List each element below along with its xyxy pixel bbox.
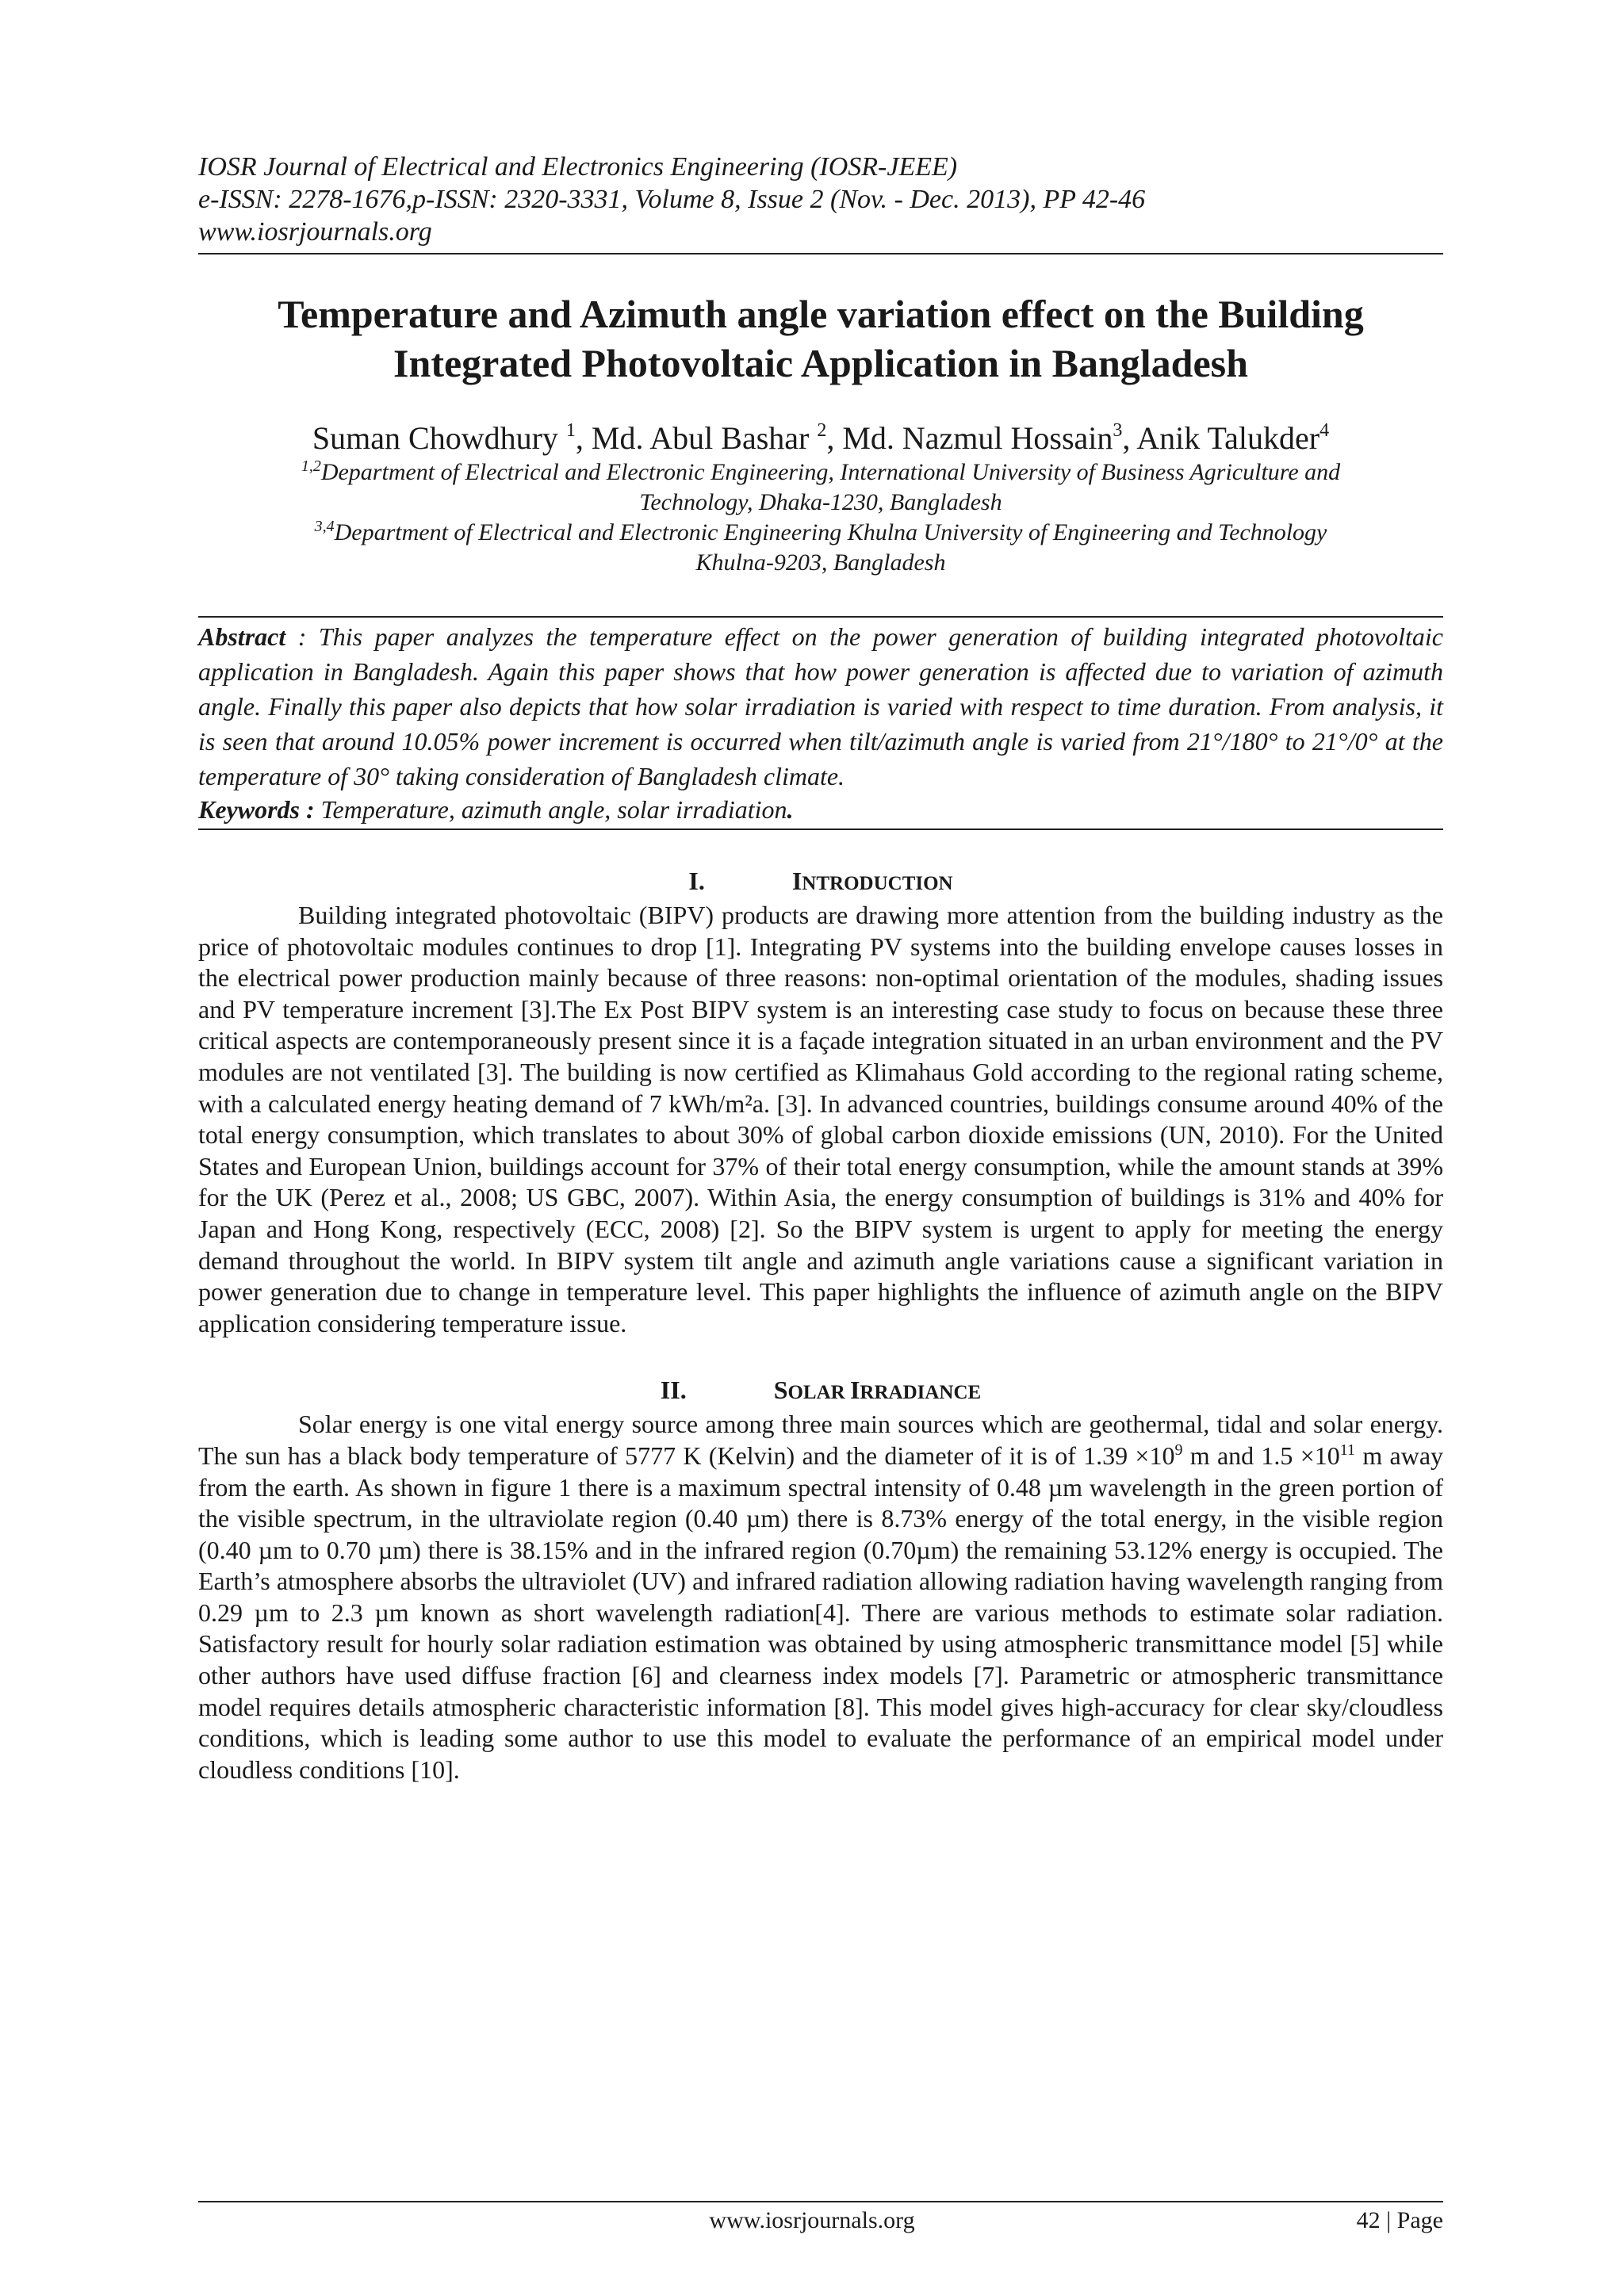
affiliation-line — [198, 457, 1443, 488]
section-heading-solar-irradiance — [198, 1374, 1443, 1409]
keywords — [198, 794, 1443, 825]
title-line: Temperature and Azimuth angle variation effect on the Building — [278, 292, 1364, 336]
section-title-initial: I — [849, 1376, 860, 1405]
author-list — [198, 419, 1443, 457]
affiliation-text: Department of Electrical and Electronic Engineering Khulna University of Engineering and Technology — [334, 519, 1327, 545]
section-number: I. — [688, 867, 705, 895]
section-title-rest: NTRODUCTION — [802, 873, 953, 894]
author-sup: 2 — [817, 420, 827, 441]
section-heading-introduction — [198, 865, 1443, 900]
exponent: 9 — [1174, 1441, 1183, 1459]
affiliation-line — [198, 518, 1443, 548]
header-divider — [198, 253, 1443, 254]
author-name: , Md. Nazmul Hossain — [826, 420, 1113, 456]
paragraph-text: m away from the earth. As shown in figure 1 there is a maximum spectral intensity of 0.48 µm wavelength in the green portion of the visible spectrum, in the ultraviolate region (0.40 µm) there is 8.73% energy of the total energy, in the visible region (0.40 µm to 0.70 µm) there is 38.15% and in the infrared region (0.70µm) the remaining 53.12% energy is occupied. The Earth’s atmosphere absorbs the ultraviolet (UV) and infrared radiation allowing radiation having wavelength ranging from 0.29 µm to 2.3 µm known as short wavelength radiation[4]. There are various methods to estimate solar radiation. Satisfactory result for hourly solar radiation estimation was obtained by using atmospheric transmittance model [5] while other authors have used diffuse fraction [6] and clearness index models [7]. Parametric or atmospheric transmittance model requires details atmospheric characteristic information [8]. This model gives high-accuracy for clear sky/cloudless conditions, which is leading some author to use this model to evaluate the performance of an empirical model under cloudless conditions [10]. — [198, 1441, 1444, 1784]
journal-name: IOSR Journal of Electrical and Electronics Engineering (IOSR-JEEE) — [198, 152, 958, 182]
author-name: , Md. Abul Bashar — [575, 420, 818, 456]
paper-title — [198, 289, 1443, 388]
author-name: Suman Chowdhury — [312, 420, 566, 456]
solar-irradiance-paragraph — [198, 1409, 1443, 1785]
section-number: II. — [660, 1376, 687, 1405]
page-number: 42 | Page — [1356, 2207, 1443, 2233]
exponent: 11 — [1339, 1441, 1356, 1459]
title-line: Integrated Photovoltaic Application in Bangladesh — [393, 341, 1248, 385]
introduction-paragraph: Building integrated photovoltaic (BIPV) products are drawing more attention from the building industry as the price of photovoltaic modules continues to drop [1]. Integrating PV systems into the building envelope causes losses in the electrical power production mainly because of three reasons: non-optimal orientation of the modules, shading issues and PV temperature increment [3].The Ex Post BIPV system is an interesting case study to focus on because these three critical aspects are contemporaneously present since it is a façade integration situated in an urban environment and the PV modules are not ventilated [3]. The building is now certified as Klimahaus Gold according to the regional rating scheme, with a calculated energy heating demand of 7 kWh/m²a. [3]. In advanced countries, buildings consume around 40% of the total energy consumption, which translates to about 30% of global carbon dioxide emissions (UN, 2010). For the United States and European Union, buildings account for 37% of their total energy consumption, while the amount stands at 39% for the UK (Perez et al., 2008; US GBC, 2007). Within Asia, the energy consumption of buildings is 31% and 40% for Japan and Hong Kong, respectively (ECC, 2008) [2]. So the BIPV system is urgent to apply for meeting the energy demand throughout the world. In BIPV system tilt angle and azimuth angle variations cause a significant variation in power generation due to change in temperature level. This paper highlights the influence of azimuth angle on the BIPV application considering temperature issue. — [198, 901, 1443, 1337]
author-sup: 3 — [1113, 420, 1123, 441]
affiliation-sup: 3,4 — [314, 518, 335, 535]
keywords-label: Keywords : — [198, 795, 315, 824]
keywords-end: . — [787, 795, 794, 824]
affiliation-sup: 1,2 — [301, 457, 321, 475]
keywords-text: Temperature, azimuth angle, solar irradiation — [314, 795, 787, 824]
abstract-bottom-divider — [198, 828, 1443, 830]
author-sup: 1 — [565, 420, 576, 441]
affiliation-line: Khulna-9203, Bangladesh — [695, 549, 946, 576]
affiliations — [198, 457, 1443, 578]
affiliation-text: Department of Electrical and Electronic Engineering, International University of Business Agriculture and — [320, 459, 1341, 485]
footer-url[interactable]: www.iosrjournals.org — [709, 2207, 915, 2233]
journal-url[interactable]: www.iosrjournals.org — [198, 217, 432, 247]
section-title-initial: I — [791, 867, 802, 895]
journal-header — [198, 151, 1443, 248]
author-name: , Anik Talukder — [1122, 420, 1320, 456]
section-title-rest: OLAR — [787, 1382, 850, 1404]
abstract-top-divider — [198, 616, 1443, 618]
abstract — [198, 619, 1443, 794]
abstract-text: : This paper analyzes the temperature effect on the power generation of building integrated photovoltaic application in Bangladesh. Again this paper shows that how power generation is affected due to variation of azimuth angle. Finally this paper also depicts that how solar irradiation is varied with respect to time duration. From analysis, it is seen that around 10.05% power increment is occurred when tilt/azimuth angle is varied from 21°/180° to 21°/0° at the temperature of 30° taking consideration of Bangladesh climate. — [198, 622, 1443, 790]
paragraph-text: Solar energy is one vital energy source among three main sources which are geothermal, tidal and solar energy. The sun has a black body temperature of 5777 K (Kelvin) and the diameter of it is of 1.39 ×10 — [198, 1410, 1443, 1470]
author-sup: 4 — [1320, 420, 1330, 441]
section-title-rest: RRADIANCE — [860, 1382, 982, 1404]
paragraph-text: m and 1.5 ×10 — [1182, 1441, 1340, 1470]
section-title-initial: S — [773, 1376, 788, 1405]
footer-divider — [198, 2201, 1443, 2202]
journal-issn: e-ISSN: 2278-1676,p-ISSN: 2320-3331, Volume 8, Issue 2 (Nov. - Dec. 2013), PP 42-46 — [198, 185, 1146, 214]
affiliation-line: Technology, Dhaka-1230, Bangladesh — [639, 489, 1002, 515]
abstract-label: Abstract — [198, 622, 286, 651]
page-content — [198, 151, 1443, 1785]
